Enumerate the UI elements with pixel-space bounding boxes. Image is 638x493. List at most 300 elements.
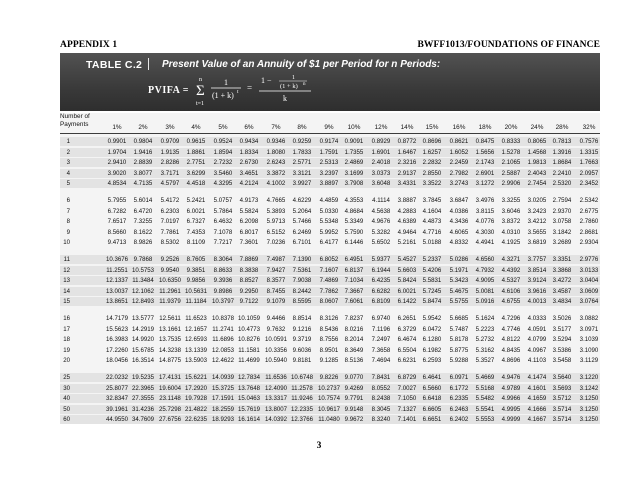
factor-cell: 3.5655 (527, 228, 547, 236)
factor-cell: 3.3121 (292, 169, 312, 177)
banner-divider (148, 58, 149, 70)
factor-cell: 2.8839 (133, 159, 153, 167)
factor-cell: 9.6036 (292, 346, 312, 354)
factor-cell: 0.9709 (160, 138, 180, 145)
factor-cell: 5.7245 (422, 287, 442, 295)
table-row (60, 169, 600, 178)
factor-cell: 5.2064 (292, 207, 312, 215)
factor-cell: 1.6052 (449, 148, 469, 156)
factor-cell: 9.3936 (213, 277, 233, 285)
factor-cell: 6.4235 (371, 277, 391, 285)
rhs-denominator: k (283, 94, 287, 103)
factor-cell: 9.3719 (292, 336, 312, 344)
factor-cell: 9.1285 (319, 357, 339, 365)
factor-cell: 11.6536 (265, 374, 287, 381)
factor-cell: 4.7135 (133, 180, 153, 188)
factor-cell: 8.0216 (344, 325, 364, 333)
factor-cell: 3.5294 (552, 336, 572, 344)
factor-cell: 5.9288 (449, 357, 469, 365)
factor-cell: 3.1250 (579, 416, 599, 424)
sum-lower-limit: t=1 (196, 101, 205, 107)
factor-cell: 34.7609 (131, 416, 155, 424)
rate-header: 7% (271, 124, 281, 131)
factor-cell: 2.4018 (371, 159, 391, 167)
factor-cell: 8.7455 (266, 287, 286, 295)
factor-cell: 4.7665 (266, 197, 286, 204)
factor-cell: 5.2732 (475, 336, 495, 344)
rate-header: 16% (452, 124, 466, 131)
factor-cell: 11.9246 (291, 395, 313, 403)
factor-cell: 3.4331 (397, 180, 417, 188)
rate-header: 5% (218, 124, 228, 131)
factor-cell: 7.2497 (371, 336, 391, 344)
factor-cell: 4.1114 (372, 197, 390, 204)
table-row (60, 297, 600, 306)
factor-cell: 13.8651 (105, 298, 129, 306)
factor-cell: 4.9676 (371, 218, 391, 226)
table-row (60, 325, 600, 334)
factor-cell: 3.4976 (475, 197, 495, 204)
factor-cell: 6.6605 (422, 405, 442, 413)
factor-cell: 10.5753 (131, 266, 155, 274)
factor-cell: 1.9135 (160, 148, 180, 156)
rate-header: 15% (425, 124, 439, 131)
factor-cell: 10.5940 (264, 357, 288, 365)
course-title: BWFF1013/FOUNDATIONS OF FINANCE (417, 40, 600, 50)
period-cell: 1 (66, 138, 70, 145)
factor-cell: 3.5712 (552, 395, 572, 403)
factor-cell: 17.1591 (211, 395, 235, 403)
factor-cell: 2.5313 (319, 159, 339, 167)
factor-cell: 8.8514 (292, 315, 312, 322)
factor-cell: 3.6299 (186, 169, 206, 177)
period-cell: 16 (63, 315, 70, 322)
factor-cell: 5.4675 (449, 287, 469, 295)
factor-cell: 0.9434 (239, 138, 259, 145)
factor-cell: 4.7746 (501, 325, 521, 333)
factor-cell: 3.4587 (552, 287, 572, 295)
factor-cell: 5.0916 (475, 298, 495, 306)
period-cell: 19 (63, 346, 70, 354)
table-row (60, 373, 600, 382)
factor-cell: 4.4518 (186, 180, 206, 188)
factor-cell: 1.3916 (552, 148, 572, 156)
factor-cell: 5.5824 (239, 207, 259, 215)
factor-cell: 13.8007 (264, 405, 288, 413)
factor-cell: 15.0463 (237, 395, 261, 403)
factor-cell: 25.8077 (105, 384, 129, 392)
factor-cell: 6.8109 (371, 298, 391, 306)
term-denominator: (1 + k) (212, 91, 234, 100)
factor-cell: 7.7862 (319, 287, 339, 295)
factor-cell: 9.4269 (344, 384, 364, 392)
factor-cell: 13.1661 (158, 325, 182, 333)
period-cell: 2 (66, 148, 70, 156)
factor-cell: 3.2743 (449, 180, 469, 188)
period-cell: 60 (63, 416, 70, 424)
rhs-inner-numerator: 1 (292, 75, 295, 81)
table-row (60, 137, 600, 146)
factor-cell: 17.2920 (184, 384, 208, 392)
factor-cell: 13.0037 (105, 287, 129, 295)
factor-cell: 5.5553 (475, 416, 495, 424)
factor-cell: 6.8137 (344, 266, 364, 274)
factor-cell: 5.4172 (160, 197, 180, 204)
factor-cell: 1.8334 (239, 148, 259, 156)
table-title: Present Value of an Annuity of $1 per Period for n Periods: (162, 59, 441, 70)
factor-cell: 2.0957 (579, 169, 599, 177)
factor-cell: 7.0236 (266, 239, 286, 247)
factor-cell: 0.9346 (266, 138, 286, 145)
factor-cell: 0.9174 (319, 138, 339, 145)
factor-cell: 7.4353 (186, 228, 206, 236)
factor-cell: 3.6048 (371, 180, 391, 188)
factor-cell: 11.9379 (159, 298, 181, 306)
factor-cell: 7.3658 (371, 346, 391, 354)
factor-cell: 13.7648 (237, 384, 261, 392)
factor-cell: 3.4651 (239, 169, 259, 177)
factor-cell: 2.6775 (579, 207, 599, 215)
factor-cell: 10.6748 (290, 374, 314, 381)
factor-cell: 19.5235 (131, 374, 155, 381)
factor-cell: 4.0333 (527, 315, 547, 322)
factor-cell: 1.7833 (292, 148, 312, 156)
factor-cell: 4.8696 (501, 357, 521, 365)
factor-cell: 5.9952 (319, 228, 339, 236)
factor-cell: 11.0480 (318, 416, 340, 424)
factor-cell: 9.8181 (292, 357, 312, 365)
factor-cell: 5.4206 (422, 266, 442, 274)
factor-cell: 14.7179 (105, 315, 129, 322)
factor-cell: 4.5327 (501, 277, 521, 285)
page-number: 3 (316, 441, 322, 451)
factor-cell: 6.5660 (422, 384, 442, 392)
factor-cell: 6.0472 (422, 325, 442, 333)
factor-cell: 2.9137 (397, 169, 417, 177)
term-exponent: t (237, 89, 239, 95)
factor-cell: 10.9617 (317, 405, 341, 413)
factor-cell: 8.1109 (186, 239, 206, 247)
factor-cell: 3.8372 (501, 218, 521, 226)
factor-cell: 4.1667 (527, 416, 547, 424)
factor-cell: 3.9020 (107, 169, 127, 177)
factor-cell: 7.1607 (319, 266, 339, 274)
factor-cell: 10.0591 (264, 336, 288, 344)
factor-cell: 5.4527 (397, 256, 417, 263)
factor-cell: 6.6418 (422, 395, 442, 403)
factor-cell: 5.1971 (449, 266, 469, 274)
factor-cell: 7.0027 (397, 384, 417, 392)
factor-cell: 2.9776 (579, 256, 599, 263)
factor-cell: 8.8633 (213, 266, 233, 274)
factor-cell: 5.8178 (449, 336, 469, 344)
factor-cell: 1.9813 (527, 159, 547, 167)
factor-cell: 5.5541 (475, 405, 495, 413)
factor-cell: 3.9124 (527, 277, 547, 285)
factor-cell: 0.8475 (475, 138, 495, 145)
factor-cell: 6.4641 (422, 374, 442, 381)
factor-cell: 0.9091 (344, 138, 364, 145)
factor-cell: 1.5278 (501, 148, 521, 156)
rhs-inner-exponent: n (303, 82, 306, 87)
factor-cell: 3.0133 (579, 266, 599, 274)
factor-cell: 3.1242 (579, 384, 599, 392)
factor-cell: 5.3527 (475, 357, 495, 365)
formula-equals: = (247, 83, 253, 93)
factor-cell: 6.2335 (449, 395, 469, 403)
factor-cell: 2.3216 (397, 159, 417, 167)
rate-header: 3% (165, 124, 175, 131)
factor-cell: 3.5458 (552, 357, 572, 365)
factor-cell: 8.7556 (319, 336, 339, 344)
factor-cell: 3.4212 (527, 218, 547, 226)
factor-cell: 4.8435 (501, 346, 521, 354)
factor-cell: 4.3295 (213, 180, 233, 188)
factor-cell: 5.9713 (266, 218, 286, 226)
factor-cell: 5.6685 (449, 315, 469, 322)
factor-cell: 5.3282 (371, 228, 391, 236)
factor-cell: 19.6004 (158, 384, 182, 392)
period-cell: 5 (66, 180, 70, 188)
factor-cell: 5.0757 (213, 197, 233, 204)
factor-cell: 4.4392 (501, 266, 521, 274)
factor-cell: 7.8431 (371, 374, 391, 381)
factor-cell: 9.9672 (344, 416, 364, 424)
factor-cell: 5.0081 (475, 287, 495, 295)
factor-cell: 17.2260 (105, 346, 129, 354)
factor-cell: 2.3452 (579, 180, 599, 188)
factor-cell: 12.4622 (211, 357, 235, 365)
factor-cell: 5.4669 (475, 374, 495, 381)
factor-cell: 4.6560 (475, 256, 495, 263)
factor-cell: 8.5136 (344, 357, 364, 365)
factor-cell: 32.8347 (105, 395, 129, 403)
factor-cell: 5.2337 (422, 256, 442, 263)
factor-cell: 2.6901 (475, 169, 495, 177)
factor-cell: 9.7122 (239, 298, 259, 306)
rate-header: 8% (297, 124, 307, 131)
factor-cell: 4.1474 (527, 374, 547, 381)
factor-cell: 44.9550 (105, 416, 129, 424)
factor-cell: 2.7594 (552, 197, 572, 204)
factor-cell: 4.3436 (449, 218, 469, 226)
factor-cell: 8.9501 (319, 346, 339, 354)
factor-cell: 2.9906 (501, 180, 521, 188)
factor-cell: 15.7619 (237, 405, 261, 413)
pvifa-formula (195, 74, 355, 108)
factor-cell: 1.5656 (475, 148, 495, 156)
factor-cell: 3.0609 (579, 287, 599, 295)
factor-cell: 2.4869 (344, 159, 364, 167)
factor-cell: 4.9789 (501, 384, 521, 392)
factor-cell: 2.1743 (475, 159, 495, 167)
factor-cell: 2.2832 (422, 159, 442, 167)
factor-cell: 3.5177 (552, 325, 572, 333)
sum-upper-limit: n (199, 77, 202, 83)
factor-cell: 4.4873 (422, 218, 442, 226)
formula-lhs: PVIFA = (148, 85, 189, 96)
factor-cell: 9.3851 (186, 266, 206, 274)
factor-cell: 6.7282 (107, 207, 127, 215)
factor-cell: 2.2459 (449, 159, 469, 167)
factor-cell: 7.3601 (239, 239, 259, 247)
factor-cell: 1.8080 (266, 148, 286, 156)
factor-cell: 6.2651 (397, 315, 417, 322)
rate-header: 14% (400, 124, 414, 131)
factor-cell: 6.1422 (397, 298, 417, 306)
factor-cell: 2.5342 (579, 197, 599, 204)
factor-cell: 12.3766 (290, 416, 314, 424)
factor-cell: 7.1078 (213, 228, 233, 236)
factor-cell: 3.7757 (527, 256, 547, 263)
factor-cell: 1.9416 (133, 148, 153, 156)
factor-cell: 6.4720 (133, 207, 153, 215)
factor-cell: 6.2098 (239, 218, 259, 226)
rhs-inner-denominator: (1 + k) (280, 83, 298, 90)
factor-cell: 1.6467 (397, 148, 417, 156)
factor-cell: 2.7860 (579, 218, 599, 226)
rate-header: 20% (504, 124, 518, 131)
factor-cell: 11.3484 (132, 277, 154, 285)
factor-cell: 3.8115 (475, 207, 495, 215)
factor-cell: 5.1624 (475, 315, 495, 322)
factor-cell: 4.6065 (449, 228, 469, 236)
factor-cell: 8.2438 (371, 395, 391, 403)
factor-cell: 6.0021 (186, 207, 206, 215)
factor-cell: 8.2014 (344, 336, 364, 344)
table-row (60, 266, 600, 275)
factor-cell: 1.7663 (579, 159, 599, 167)
table-row (60, 346, 600, 355)
factor-cell: 2.2410 (552, 169, 572, 177)
factor-cell: 4.7716 (422, 228, 442, 236)
factor-cell: 4.1601 (527, 384, 547, 392)
factor-cell: 16.3983 (105, 336, 129, 344)
table-row (60, 415, 600, 424)
period-cell: 18 (63, 336, 70, 344)
period-cell: 25 (63, 374, 70, 381)
period-cell: 3 (66, 159, 70, 167)
factor-cell: 5.0286 (449, 256, 469, 263)
table-row (60, 238, 600, 247)
period-cell: 8 (66, 218, 70, 226)
factor-cell: 0.8772 (397, 138, 417, 145)
factor-cell: 7.1050 (397, 395, 417, 403)
factor-cell: 10.8276 (237, 336, 261, 344)
period-cell: 30 (63, 384, 70, 392)
period-cell: 15 (63, 298, 70, 306)
factor-cell: 3.1250 (579, 395, 599, 403)
factor-cell: 6.2303 (160, 207, 180, 215)
factor-cell: 8.0552 (371, 384, 391, 392)
table-row (60, 207, 600, 216)
factor-cell: 2.1065 (501, 159, 521, 167)
factor-cell: 11.4699 (238, 357, 260, 365)
factor-cell: 4.1002 (266, 180, 286, 188)
factor-cell: 8.5660 (107, 228, 127, 236)
factor-cell: 9.7791 (344, 395, 364, 403)
factor-cell: 4.8534 (107, 180, 127, 188)
period-cell: 13 (63, 277, 70, 285)
factor-cell: 7.1390 (292, 256, 312, 263)
factor-cell: 10.7574 (317, 395, 341, 403)
period-cell: 14 (63, 287, 70, 295)
factor-cell: 9.1079 (266, 298, 286, 306)
factor-cell: 4.0386 (449, 207, 469, 215)
factor-cell: 6.1446 (344, 239, 364, 247)
table-row (60, 405, 600, 414)
factor-cell: 2.5771 (292, 159, 312, 167)
factor-cell: 4.0013 (527, 298, 547, 306)
factor-cell: 18.0456 (105, 357, 129, 365)
factor-cell: 4.2124 (239, 180, 259, 188)
factor-cell: 7.3667 (344, 287, 364, 295)
factor-cell: 6.6651 (422, 416, 442, 424)
factor-cell: 3.1039 (579, 336, 599, 344)
factor-cell: 7.9427 (266, 266, 286, 274)
factor-cell: 5.9542 (422, 315, 442, 322)
factor-cell: 11.1581 (238, 346, 260, 354)
factor-cell: 31.4236 (131, 405, 155, 413)
factor-cell: 7.1196 (371, 325, 391, 333)
factor-cell: 10.3797 (211, 298, 235, 306)
factor-cell: 0.8696 (422, 138, 442, 145)
rate-header: 28% (555, 124, 569, 131)
factor-cell: 3.9616 (527, 287, 547, 295)
factor-cell: 5.5755 (449, 298, 469, 306)
factor-cell: 0.9901 (107, 138, 127, 145)
factor-cell: 22.0232 (105, 374, 129, 381)
factor-cell: 6.2469 (292, 228, 312, 236)
factor-cell: 5.7590 (344, 228, 364, 236)
factor-cell: 8.3126 (319, 315, 339, 322)
factor-cell: 10.3676 (105, 256, 129, 263)
factor-cell: 13.3317 (264, 395, 288, 403)
factor-cell: 27.3555 (131, 395, 155, 403)
appendix-label: APPENDIX 1 (60, 40, 118, 50)
factor-cell: 7.9038 (292, 277, 312, 285)
factor-cell: 3.7845 (422, 197, 442, 204)
factor-cell: 5.2421 (186, 197, 206, 204)
factor-cell: 3.0758 (552, 218, 572, 226)
factor-cell: 4.4941 (475, 239, 495, 247)
factor-cell: 14.8775 (158, 357, 182, 365)
table-row (60, 314, 600, 323)
factor-cell: 5.8424 (397, 277, 417, 285)
factor-cell: 4.0591 (527, 325, 547, 333)
factor-cell: 13.1339 (184, 346, 208, 354)
factor-cell: 9.1216 (292, 325, 312, 333)
factor-cell: 6.1944 (371, 266, 391, 274)
table-row (60, 158, 600, 167)
factor-cell: 10.3356 (264, 346, 288, 354)
factor-cell: 7.0197 (160, 218, 180, 226)
factor-cell: 1.7591 (319, 148, 339, 156)
factor-cell: 10.1059 (237, 315, 261, 322)
sigma-symbol: Σ (196, 83, 205, 99)
period-cell: 10 (63, 239, 70, 247)
factor-cell: 19.7928 (184, 395, 208, 403)
factor-cell: 9.0770 (344, 374, 364, 381)
factor-cell: 0.7813 (552, 138, 572, 145)
factor-cell: 6.4674 (397, 336, 417, 344)
factor-cell: 6.0971 (449, 374, 469, 381)
factor-cell: 23.1148 (159, 395, 181, 403)
table-row (60, 196, 600, 205)
factor-cell: 9.2526 (160, 256, 180, 263)
factor-cell: 5.2161 (397, 239, 417, 247)
factor-cell: 0.9259 (292, 138, 312, 145)
